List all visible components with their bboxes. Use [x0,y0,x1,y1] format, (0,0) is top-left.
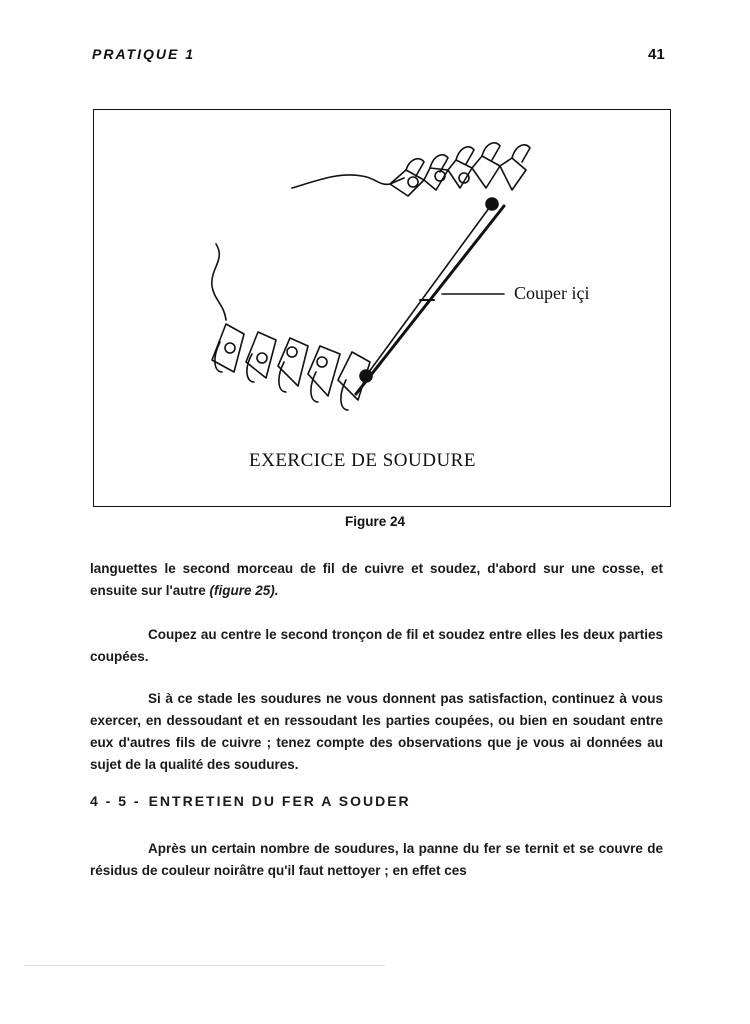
soldering-illustration [94,110,672,508]
paragraph-3: Si à ce stade les soudures ne vous donnent pas satisfaction, continuez à vous exercer, en dessoudant et en ressoudant les parties coupées, ou bien en soudant entre eux d'autres fils de cuivre ; tenez compte des observations que je vous ai données au sujet de la qualité des soudures. [90,691,663,772]
page-number: 41 [648,46,665,63]
section-heading [90,793,419,809]
left-wire [212,244,226,320]
lower-terminal-strip [212,324,372,410]
callout-label: Couper içi [514,283,590,303]
section-number: 4 - 5 - [90,793,141,809]
figure-inner-caption: EXERCICE DE SOUDURE [249,450,476,471]
running-header-section: PRATIQUE 1 [92,46,195,62]
top-wire [292,175,404,188]
section-title: ENTRETIEN DU FER A SOUDER [148,793,411,809]
paragraph-1 [90,558,663,602]
figure-number: Figure 24 [345,514,406,529]
paragraph-2: Coupez au centre le second tronçon de fil et soudez entre elles les deux parties coupées. [90,627,663,664]
upper-terminal-strip [390,143,530,210]
long-wire-lower [366,204,492,376]
figure-frame [93,109,671,507]
paragraph-4: Après un certain nombre de soudures, la panne du fer se ternit et se couvre de résidus de couleur noirâtre qu'il faut nettoyer ; en effet ces [90,841,663,878]
figure-reference: (figure 25). [209,583,279,598]
paragraph-1-text: languettes le second morceau de fil de cuivre et soudez, d'abord sur une cosse, et ensuite sur l'autre [90,561,663,598]
scan-artifact-line [25,965,385,966]
